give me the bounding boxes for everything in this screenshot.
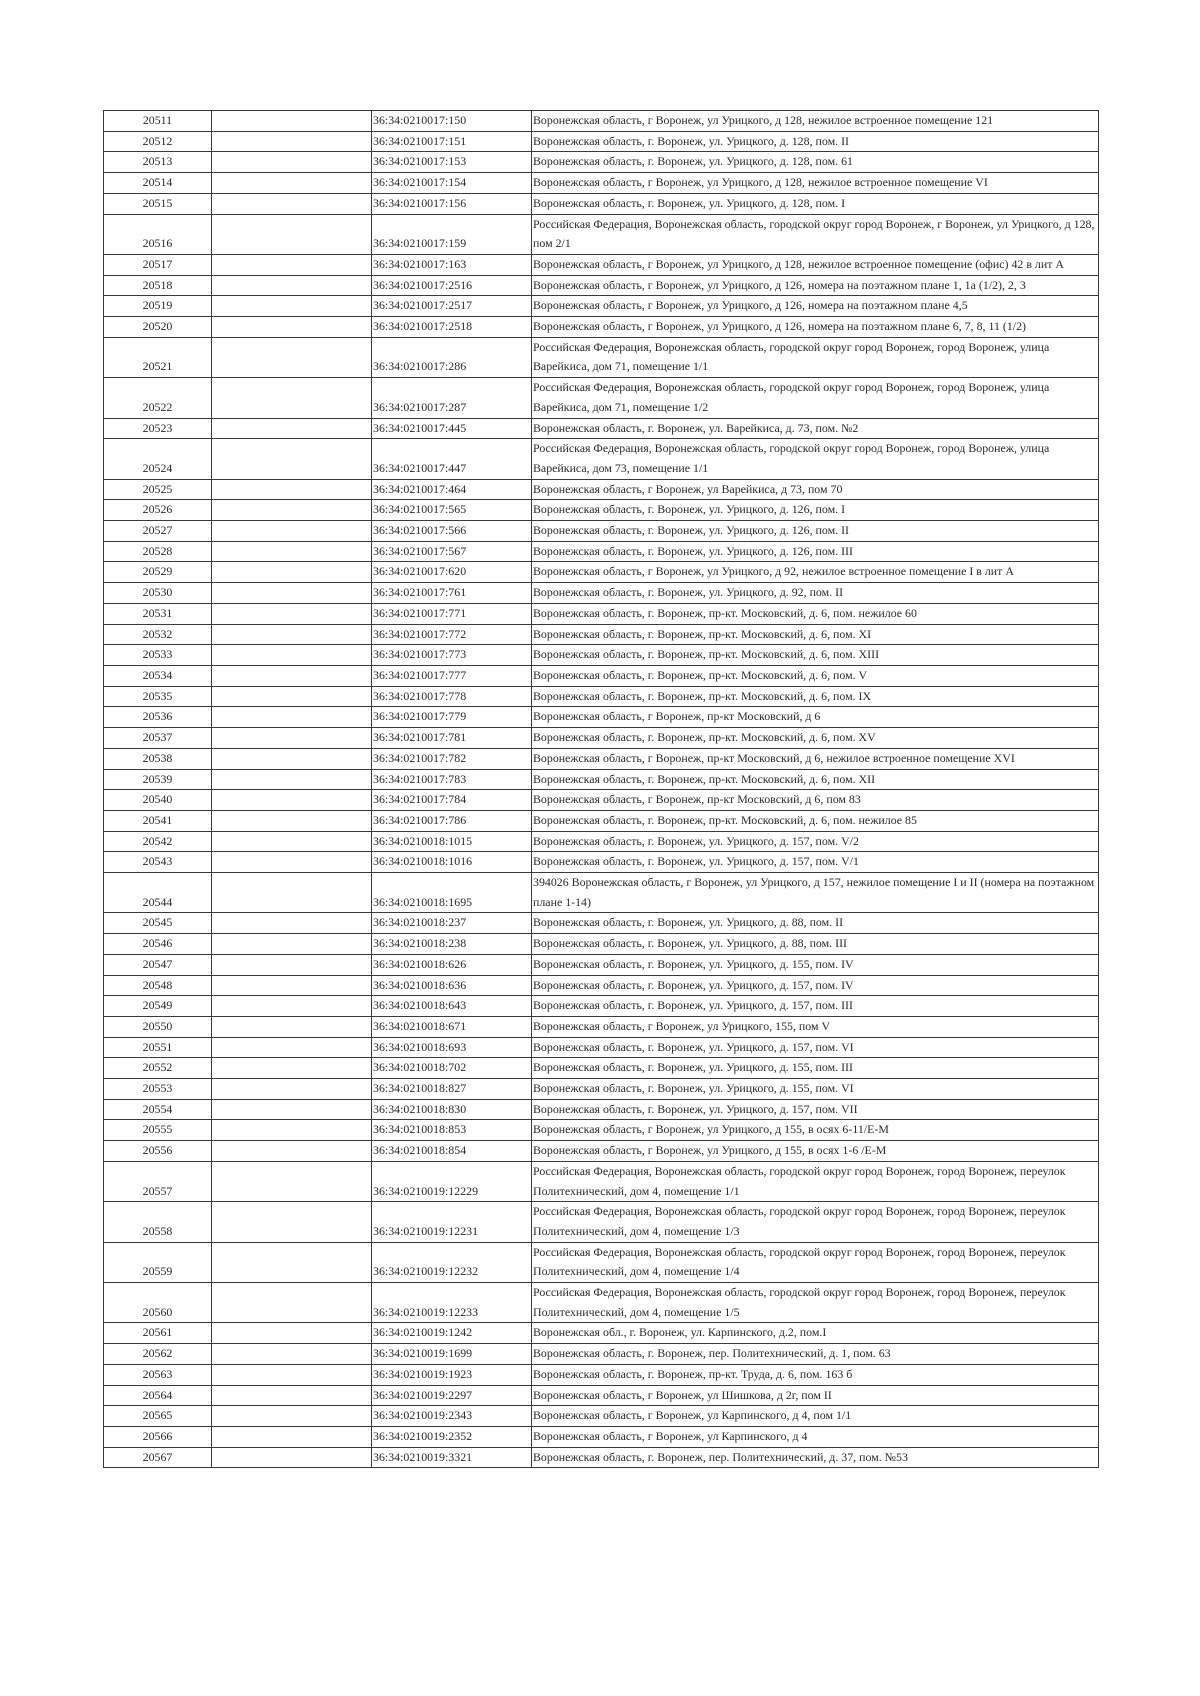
cadastral-number-cell: 36:34:0210019:12231	[372, 1202, 532, 1242]
empty-cell	[212, 954, 372, 975]
row-number-cell: 20543	[104, 852, 212, 873]
table-row	[104, 852, 1099, 873]
cadastral-number-cell: 36:34:0210017:153	[372, 152, 532, 173]
row-number-cell: 20533	[104, 645, 212, 666]
cadastral-number-cell: 36:34:0210017:565	[372, 500, 532, 521]
address-cell: Воронежская область, г Воронеж, ул Урицкого, д 126, номера на поэтажном плане 1, 1а (1/2), 2, 3	[532, 275, 1099, 296]
table-row	[104, 418, 1099, 439]
row-number-cell: 20556	[104, 1141, 212, 1162]
empty-cell	[212, 1323, 372, 1344]
row-number-cell: 20527	[104, 521, 212, 542]
table-row	[104, 975, 1099, 996]
address-cell: Воронежская область, г. Воронеж, пр-кт. Московский, д. 6, пом. нежилое 85	[532, 810, 1099, 831]
document-page	[103, 110, 1098, 1468]
empty-cell	[212, 1242, 372, 1282]
empty-cell	[212, 1120, 372, 1141]
cadastral-number-cell: 36:34:0210018:853	[372, 1120, 532, 1141]
table-row	[104, 296, 1099, 317]
cadastral-number-cell: 36:34:0210017:777	[372, 665, 532, 686]
row-number-cell: 20553	[104, 1079, 212, 1100]
cadastral-number-cell: 36:34:0210017:2517	[372, 296, 532, 317]
table-row	[104, 152, 1099, 173]
table-row	[104, 1242, 1099, 1282]
row-number-cell: 20562	[104, 1344, 212, 1365]
table-row	[104, 996, 1099, 1017]
empty-cell	[212, 728, 372, 749]
table-row	[104, 873, 1099, 913]
address-cell: Воронежская область, г Воронеж, ул Урицкого, д 126, номера на поэтажном плане 6, 7, 8, 11 (1/2)	[532, 317, 1099, 338]
table-row	[104, 790, 1099, 811]
table-row	[104, 1099, 1099, 1120]
address-cell: Воронежская область, г. Воронеж, ул. Урицкого, д. 157, пом. V/1	[532, 852, 1099, 873]
address-cell: Воронежская область, г. Воронеж, пр-кт. Московский, д. 6, пом. XV	[532, 728, 1099, 749]
empty-cell	[212, 810, 372, 831]
table-row	[104, 541, 1099, 562]
row-number-cell: 20551	[104, 1037, 212, 1058]
table-row	[104, 214, 1099, 254]
empty-cell	[212, 378, 372, 418]
empty-cell	[212, 1385, 372, 1406]
address-cell: Воронежская область, г. Воронеж, ул. Урицкого, д. 157, пом. V/2	[532, 831, 1099, 852]
address-cell: Воронежская область, г. Воронеж, ул. Урицкого, д. 157, пом. III	[532, 996, 1099, 1017]
empty-cell	[212, 603, 372, 624]
empty-cell	[212, 1161, 372, 1201]
cadastral-number-cell: 36:34:0210017:773	[372, 645, 532, 666]
property-registry-table	[103, 110, 1099, 1468]
address-cell: Воронежская область, г Воронеж, пр-кт Московский, д 6, нежилое встроенное помещение XVI	[532, 748, 1099, 769]
table-row	[104, 583, 1099, 604]
row-number-cell: 20558	[104, 1202, 212, 1242]
address-cell: Воронежская область, г. Воронеж, ул. Урицкого, д. 128, пом. 61	[532, 152, 1099, 173]
table-row	[104, 439, 1099, 479]
address-cell: Воронежская область, г. Воронеж, пер. Политехнический, д. 1, пом. 63	[532, 1344, 1099, 1365]
address-cell: Воронежская область, г Воронеж, ул Урицкого, д 128, нежилое встроенное помещение (офис) 42 в лит А	[532, 254, 1099, 275]
address-cell: Воронежская обл., г. Воронеж, ул. Карпинского, д.2, пом.I	[532, 1323, 1099, 1344]
table-row	[104, 1037, 1099, 1058]
row-number-cell: 20518	[104, 275, 212, 296]
cadastral-number-cell: 36:34:0210017:783	[372, 769, 532, 790]
address-cell: Российская Федерация, Воронежская область, городской округ город Воронеж, город Воронеж, переулок Политехнический, дом 4, помещение 1/3	[532, 1202, 1099, 1242]
row-number-cell: 20538	[104, 748, 212, 769]
row-number-cell: 20512	[104, 131, 212, 152]
cadastral-number-cell: 36:34:0210017:464	[372, 479, 532, 500]
row-number-cell: 20528	[104, 541, 212, 562]
cadastral-number-cell: 36:34:0210018:830	[372, 1099, 532, 1120]
address-cell: Российская Федерация, Воронежская область, городской округ город Воронеж, г Воронеж, ул Урицкого, д 128, пом 2/1	[532, 214, 1099, 254]
empty-cell	[212, 1406, 372, 1427]
cadastral-number-cell: 36:34:0210017:154	[372, 173, 532, 194]
empty-cell	[212, 500, 372, 521]
row-number-cell: 20520	[104, 317, 212, 338]
address-cell: Воронежская область, г. Воронеж, ул. Урицкого, д. 126, пом. III	[532, 541, 1099, 562]
cadastral-number-cell: 36:34:0210017:150	[372, 111, 532, 132]
cadastral-number-cell: 36:34:0210017:447	[372, 439, 532, 479]
address-cell: Воронежская область, г. Воронеж, ул. Урицкого, д. 92, пом. II	[532, 583, 1099, 604]
cadastral-number-cell: 36:34:0210019:12233	[372, 1283, 532, 1323]
table-row	[104, 831, 1099, 852]
address-cell: Воронежская область, г. Воронеж, пр-кт. Московский, д. 6, пом. нежилое 60	[532, 603, 1099, 624]
row-number-cell: 20525	[104, 479, 212, 500]
cadastral-number-cell: 36:34:0210017:784	[372, 790, 532, 811]
address-cell: Российская Федерация, Воронежская область, городской округ город Воронеж, город Воронеж, улица Варейкиса, дом 73, помещение 1/1	[532, 439, 1099, 479]
cadastral-number-cell: 36:34:0210018:827	[372, 1079, 532, 1100]
empty-cell	[212, 748, 372, 769]
table-row	[104, 1016, 1099, 1037]
empty-cell	[212, 790, 372, 811]
cadastral-number-cell: 36:34:0210018:643	[372, 996, 532, 1017]
table-row	[104, 1447, 1099, 1468]
row-number-cell: 20550	[104, 1016, 212, 1037]
address-cell: Российская Федерация, Воронежская область, городской округ город Воронеж, город Воронеж, переулок Политехнический, дом 4, помещение 1/4	[532, 1242, 1099, 1282]
row-number-cell: 20566	[104, 1427, 212, 1448]
cadastral-number-cell: 36:34:0210017:445	[372, 418, 532, 439]
address-cell: Воронежская область, г. Воронеж, ул. Урицкого, д. 128, пом. I	[532, 193, 1099, 214]
empty-cell	[212, 111, 372, 132]
table-row	[104, 111, 1099, 132]
table-row	[104, 603, 1099, 624]
address-cell: Воронежская область, г Воронеж, ул Урицкого, 155, пом V	[532, 1016, 1099, 1037]
cadastral-number-cell: 36:34:0210017:781	[372, 728, 532, 749]
row-number-cell: 20511	[104, 111, 212, 132]
table-row	[104, 193, 1099, 214]
table-row	[104, 1058, 1099, 1079]
table-row	[104, 1079, 1099, 1100]
table-row	[104, 748, 1099, 769]
empty-cell	[212, 645, 372, 666]
empty-cell	[212, 1447, 372, 1468]
empty-cell	[212, 583, 372, 604]
cadastral-number-cell: 36:34:0210018:1695	[372, 873, 532, 913]
table-row	[104, 769, 1099, 790]
empty-cell	[212, 1141, 372, 1162]
empty-cell	[212, 707, 372, 728]
empty-cell	[212, 1016, 372, 1037]
empty-cell	[212, 193, 372, 214]
address-cell: Воронежская область, г Воронеж, пр-кт Московский, д 6	[532, 707, 1099, 728]
row-number-cell: 20564	[104, 1385, 212, 1406]
address-cell: Российская Федерация, Воронежская область, городской округ город Воронеж, город Воронеж, улица Варейкиса, дом 71, помещение 1/1	[532, 337, 1099, 377]
empty-cell	[212, 1427, 372, 1448]
row-number-cell: 20519	[104, 296, 212, 317]
row-number-cell: 20548	[104, 975, 212, 996]
row-number-cell: 20557	[104, 1161, 212, 1201]
cadastral-number-cell: 36:34:0210017:156	[372, 193, 532, 214]
row-number-cell: 20555	[104, 1120, 212, 1141]
empty-cell	[212, 996, 372, 1017]
address-cell: Воронежская область, г Воронеж, ул Урицкого, д 155, в осях 1-6 /Е-М	[532, 1141, 1099, 1162]
table-row	[104, 337, 1099, 377]
cadastral-number-cell: 36:34:0210018:238	[372, 934, 532, 955]
address-cell: Российская Федерация, Воронежская область, городской округ город Воронеж, город Воронеж, переулок Политехнический, дом 4, помещение 1/5	[532, 1283, 1099, 1323]
row-number-cell: 20544	[104, 873, 212, 913]
address-cell: Воронежская область, г. Воронеж, пр-кт. Московский, д. 6, пом. XIII	[532, 645, 1099, 666]
cadastral-number-cell: 36:34:0210017:163	[372, 254, 532, 275]
empty-cell	[212, 624, 372, 645]
cadastral-number-cell: 36:34:0210018:671	[372, 1016, 532, 1037]
table-row	[104, 1161, 1099, 1201]
cadastral-number-cell: 36:34:0210017:782	[372, 748, 532, 769]
cadastral-number-cell: 36:34:0210017:771	[372, 603, 532, 624]
row-number-cell: 20534	[104, 665, 212, 686]
row-number-cell: 20559	[104, 1242, 212, 1282]
cadastral-number-cell: 36:34:0210019:1242	[372, 1323, 532, 1344]
address-cell: Воронежская область, г. Воронеж, ул. Урицкого, д. 157, пом. VII	[532, 1099, 1099, 1120]
table-row	[104, 1344, 1099, 1365]
empty-cell	[212, 173, 372, 194]
cadastral-number-cell: 36:34:0210017:2518	[372, 317, 532, 338]
table-row	[104, 624, 1099, 645]
empty-cell	[212, 1079, 372, 1100]
row-number-cell: 20549	[104, 996, 212, 1017]
cadastral-number-cell: 36:34:0210017:567	[372, 541, 532, 562]
cadastral-number-cell: 36:34:0210019:12232	[372, 1242, 532, 1282]
cadastral-number-cell: 36:34:0210018:693	[372, 1037, 532, 1058]
row-number-cell: 20545	[104, 913, 212, 934]
empty-cell	[212, 1344, 372, 1365]
table-row	[104, 645, 1099, 666]
address-cell: Воронежская область, г Воронеж, ул Шишкова, д 2г, пом II	[532, 1385, 1099, 1406]
row-number-cell: 20514	[104, 173, 212, 194]
cadastral-number-cell: 36:34:0210019:2352	[372, 1427, 532, 1448]
table-row	[104, 173, 1099, 194]
table-row	[104, 521, 1099, 542]
row-number-cell: 20517	[104, 254, 212, 275]
empty-cell	[212, 254, 372, 275]
table-row	[104, 1364, 1099, 1385]
row-number-cell: 20535	[104, 686, 212, 707]
empty-cell	[212, 337, 372, 377]
empty-cell	[212, 913, 372, 934]
row-number-cell: 20560	[104, 1283, 212, 1323]
address-cell: Воронежская область, г. Воронеж, пр-кт. Труда, д. 6, пом. 163 б	[532, 1364, 1099, 1385]
empty-cell	[212, 665, 372, 686]
empty-cell	[212, 769, 372, 790]
row-number-cell: 20522	[104, 378, 212, 418]
cadastral-number-cell: 36:34:0210019:2297	[372, 1385, 532, 1406]
cadastral-number-cell: 36:34:0210018:237	[372, 913, 532, 934]
table-row	[104, 665, 1099, 686]
address-cell: Воронежская область, г. Воронеж, пер. Политехнический, д. 37, пом. №53	[532, 1447, 1099, 1468]
address-cell: Воронежская область, г. Воронеж, ул. Урицкого, д. 88, пом. II	[532, 913, 1099, 934]
cadastral-number-cell: 36:34:0210017:778	[372, 686, 532, 707]
row-number-cell: 20529	[104, 562, 212, 583]
table-row	[104, 1202, 1099, 1242]
cadastral-number-cell: 36:34:0210017:761	[372, 583, 532, 604]
row-number-cell: 20546	[104, 934, 212, 955]
address-cell: 394026 Воронежская область, г Воронеж, ул Урицкого, д 157, нежилое помещение I и II (номера на поэтажном плане 1-14)	[532, 873, 1099, 913]
address-cell: Воронежская область, г. Воронеж, пр-кт. Московский, д. 6, пом. V	[532, 665, 1099, 686]
row-number-cell: 20540	[104, 790, 212, 811]
row-number-cell: 20524	[104, 439, 212, 479]
address-cell: Воронежская область, г. Воронеж, ул. Урицкого, д. 155, пом. VI	[532, 1079, 1099, 1100]
empty-cell	[212, 562, 372, 583]
cadastral-number-cell: 36:34:0210017:620	[372, 562, 532, 583]
cadastral-number-cell: 36:34:0210018:702	[372, 1058, 532, 1079]
address-cell: Воронежская область, г. Воронеж, ул. Урицкого, д. 157, пом. VI	[532, 1037, 1099, 1058]
address-cell: Воронежская область, г. Воронеж, пр-кт. Московский, д. 6, пом. XI	[532, 624, 1099, 645]
empty-cell	[212, 934, 372, 955]
cadastral-number-cell: 36:34:0210017:151	[372, 131, 532, 152]
address-cell: Воронежская область, г. Воронеж, ул. Урицкого, д. 126, пом. II	[532, 521, 1099, 542]
address-cell: Воронежская область, г. Воронеж, ул. Урицкого, д. 88, пом. III	[532, 934, 1099, 955]
row-number-cell: 20523	[104, 418, 212, 439]
row-number-cell: 20532	[104, 624, 212, 645]
table-row	[104, 686, 1099, 707]
row-number-cell: 20537	[104, 728, 212, 749]
row-number-cell: 20515	[104, 193, 212, 214]
address-cell: Воронежская область, г Воронеж, ул Урицкого, д 126, номера на поэтажном плане 4,5	[532, 296, 1099, 317]
table-row	[104, 317, 1099, 338]
row-number-cell: 20541	[104, 810, 212, 831]
table-row	[104, 810, 1099, 831]
table-row	[104, 954, 1099, 975]
address-cell: Воронежская область, г. Воронеж, ул. Варейкиса, д. 73, пом. №2	[532, 418, 1099, 439]
row-number-cell: 20530	[104, 583, 212, 604]
row-number-cell: 20552	[104, 1058, 212, 1079]
empty-cell	[212, 852, 372, 873]
address-cell: Воронежская область, г Воронеж, ул Урицкого, д 92, нежилое встроенное помещение I в лит А	[532, 562, 1099, 583]
empty-cell	[212, 439, 372, 479]
cadastral-number-cell: 36:34:0210017:786	[372, 810, 532, 831]
address-cell: Российская Федерация, Воронежская область, городской округ город Воронеж, город Воронеж, переулок Политехнический, дом 4, помещение 1/1	[532, 1161, 1099, 1201]
cadastral-number-cell: 36:34:0210018:1016	[372, 852, 532, 873]
row-number-cell: 20554	[104, 1099, 212, 1120]
table-row	[104, 479, 1099, 500]
cadastral-number-cell: 36:34:0210017:2516	[372, 275, 532, 296]
table-row	[104, 1120, 1099, 1141]
cadastral-number-cell: 36:34:0210018:636	[372, 975, 532, 996]
cadastral-number-cell: 36:34:0210017:286	[372, 337, 532, 377]
empty-cell	[212, 873, 372, 913]
table-row	[104, 728, 1099, 749]
empty-cell	[212, 275, 372, 296]
cadastral-number-cell: 36:34:0210017:159	[372, 214, 532, 254]
row-number-cell: 20567	[104, 1447, 212, 1468]
table-row	[104, 378, 1099, 418]
address-cell: Воронежская область, г. Воронеж, пр-кт. Московский, д. 6, пом. IX	[532, 686, 1099, 707]
row-number-cell: 20531	[104, 603, 212, 624]
empty-cell	[212, 317, 372, 338]
empty-cell	[212, 152, 372, 173]
registry-table-body	[104, 111, 1099, 1468]
table-row	[104, 1141, 1099, 1162]
cadastral-number-cell: 36:34:0210019:12229	[372, 1161, 532, 1201]
cadastral-number-cell: 36:34:0210017:779	[372, 707, 532, 728]
empty-cell	[212, 214, 372, 254]
row-number-cell: 20516	[104, 214, 212, 254]
table-row	[104, 1323, 1099, 1344]
address-cell: Воронежская область, г Воронеж, ул Урицкого, д 128, нежилое встроенное помещение VI	[532, 173, 1099, 194]
empty-cell	[212, 479, 372, 500]
cadastral-number-cell: 36:34:0210018:626	[372, 954, 532, 975]
row-number-cell: 20542	[104, 831, 212, 852]
table-row	[104, 500, 1099, 521]
table-row	[104, 913, 1099, 934]
table-row	[104, 131, 1099, 152]
empty-cell	[212, 131, 372, 152]
table-row	[104, 1283, 1099, 1323]
cadastral-number-cell: 36:34:0210019:3321	[372, 1447, 532, 1468]
row-number-cell: 20539	[104, 769, 212, 790]
table-row	[104, 275, 1099, 296]
table-row	[104, 254, 1099, 275]
cadastral-number-cell: 36:34:0210019:1699	[372, 1344, 532, 1365]
empty-cell	[212, 541, 372, 562]
address-cell: Воронежская область, г. Воронеж, ул. Урицкого, д. 155, пом. III	[532, 1058, 1099, 1079]
address-cell: Воронежская область, г. Воронеж, пр-кт. Московский, д. 6, пом. XII	[532, 769, 1099, 790]
address-cell: Воронежская область, г Воронеж, ул Карпинского, д 4, пом 1/1	[532, 1406, 1099, 1427]
row-number-cell: 20565	[104, 1406, 212, 1427]
empty-cell	[212, 1099, 372, 1120]
row-number-cell: 20563	[104, 1364, 212, 1385]
cadastral-number-cell: 36:34:0210017:772	[372, 624, 532, 645]
cadastral-number-cell: 36:34:0210018:854	[372, 1141, 532, 1162]
row-number-cell: 20521	[104, 337, 212, 377]
row-number-cell: 20536	[104, 707, 212, 728]
empty-cell	[212, 831, 372, 852]
table-row	[104, 707, 1099, 728]
empty-cell	[212, 1058, 372, 1079]
address-cell: Воронежская область, г. Воронеж, ул. Урицкого, д. 128, пом. II	[532, 131, 1099, 152]
address-cell: Воронежская область, г Воронеж, ул Карпинского, д 4	[532, 1427, 1099, 1448]
address-cell: Воронежская область, г. Воронеж, ул. Урицкого, д. 155, пом. IV	[532, 954, 1099, 975]
address-cell: Воронежская область, г Воронеж, пр-кт Московский, д 6, пом 83	[532, 790, 1099, 811]
row-number-cell: 20526	[104, 500, 212, 521]
empty-cell	[212, 1202, 372, 1242]
empty-cell	[212, 975, 372, 996]
address-cell: Воронежская область, г. Воронеж, ул. Урицкого, д. 157, пом. IV	[532, 975, 1099, 996]
empty-cell	[212, 296, 372, 317]
cadastral-number-cell: 36:34:0210019:2343	[372, 1406, 532, 1427]
empty-cell	[212, 418, 372, 439]
address-cell: Воронежская область, г Воронеж, ул Урицкого, д 128, нежилое встроенное помещение 121	[532, 111, 1099, 132]
table-row	[104, 1406, 1099, 1427]
row-number-cell: 20561	[104, 1323, 212, 1344]
empty-cell	[212, 1364, 372, 1385]
empty-cell	[212, 1283, 372, 1323]
empty-cell	[212, 686, 372, 707]
cadastral-number-cell: 36:34:0210017:287	[372, 378, 532, 418]
empty-cell	[212, 1037, 372, 1058]
empty-cell	[212, 521, 372, 542]
table-row	[104, 1427, 1099, 1448]
address-cell: Воронежская область, г. Воронеж, ул. Урицкого, д. 126, пом. I	[532, 500, 1099, 521]
address-cell: Российская Федерация, Воронежская область, городской округ город Воронеж, город Воронеж, улица Варейкиса, дом 71, помещение 1/2	[532, 378, 1099, 418]
table-row	[104, 562, 1099, 583]
address-cell: Воронежская область, г Воронеж, ул Варейкиса, д 73, пом 70	[532, 479, 1099, 500]
cadastral-number-cell: 36:34:0210018:1015	[372, 831, 532, 852]
cadastral-number-cell: 36:34:0210017:566	[372, 521, 532, 542]
address-cell: Воронежская область, г Воронеж, ул Урицкого, д 155, в осях 6-11/Е-М	[532, 1120, 1099, 1141]
row-number-cell: 20547	[104, 954, 212, 975]
cadastral-number-cell: 36:34:0210019:1923	[372, 1364, 532, 1385]
row-number-cell: 20513	[104, 152, 212, 173]
table-row	[104, 934, 1099, 955]
table-row	[104, 1385, 1099, 1406]
